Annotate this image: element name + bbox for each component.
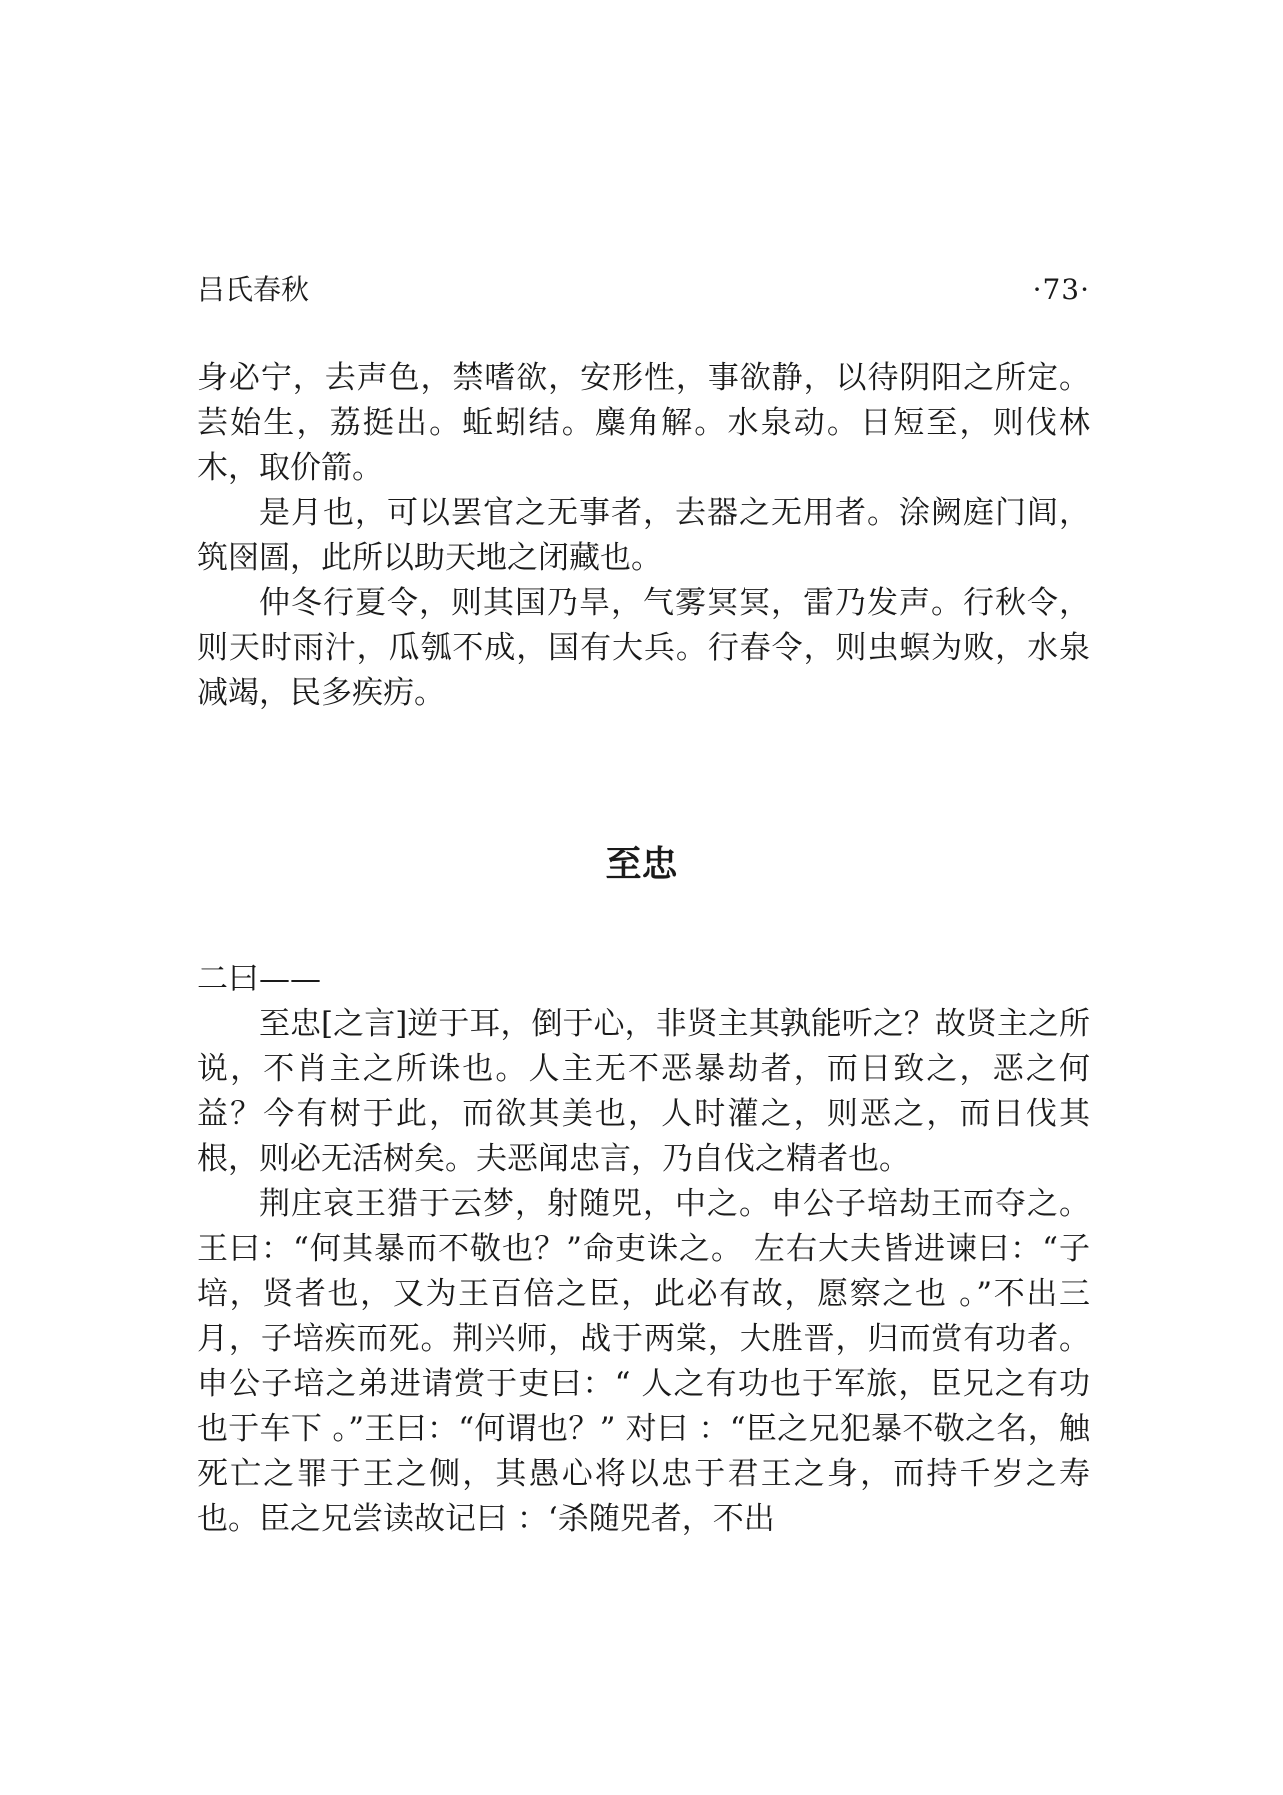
paragraph: 身必宁，去声色，禁嗜欲，安形性，事欲静，以待阴阳之所定。芸始生，荔挺出。蚯蚓结。麋角解。水泉动。日短至，则伐林木，取价箭。 bbox=[197, 360, 1090, 486]
section-continuation bbox=[197, 356, 1090, 716]
paragraph: 荆庄哀王猎于云梦，射随兕，中之。申公子培劫王而夺之。王曰：“何其暴而不敬也？”命吏诛之。 左右大夫皆进谏曰：“子培，贤者也，又为王百倍之臣，此必有故，愿察之也 。”不出三月，子培疾而死。荆兴师，战于两棠，大胜晋，归而赏有功者。申公子培之弟进请赏于吏曰：“ 人之有功也于军旅，臣兄之有功也于车下 。”王曰：“何谓也？” 对曰 ：“臣之兄犯暴不敬之名，触死亡之罪于王之侧，其愚心将以忠于君王之身，而持千岁之寿也。臣之兄尝读故记曰 ：‘杀随兕者，不出 bbox=[197, 1186, 1090, 1537]
book-title: 吕氏春秋 bbox=[197, 273, 310, 306]
page-number: ·73· bbox=[1032, 273, 1090, 306]
chapter-title: 至忠 bbox=[605, 844, 678, 885]
chapter-lead: 二曰—— bbox=[197, 961, 321, 997]
paragraph: 至忠[之言]逆于耳，倒于心，非贤主其孰能听之？故贤主之所说，不肖主之所诛也。人主无不恶暴劫者，而日致之，恶之何益？今有树于此，而欲其美也，人时灌之，则恶之，而日伐其根，则必无活树矣。夫恶闻忠言，乃自伐之精者也。 bbox=[197, 1006, 1090, 1177]
chapter-body bbox=[197, 957, 1090, 1542]
paragraph: 仲冬行夏令，则其国乃旱，气雾冥冥，雷乃发声。行秋令，则天时雨汁，瓜瓠不成，国有大兵。行春令，则虫螟为败，水泉减竭，民多疾疠。 bbox=[197, 585, 1090, 711]
running-header bbox=[197, 270, 1090, 310]
paragraph: 是月也，可以罢官之无事者，去器之无用者。涂阙庭门闾，筑囹圄，此所以助天地之闭藏也。 bbox=[197, 495, 1090, 576]
